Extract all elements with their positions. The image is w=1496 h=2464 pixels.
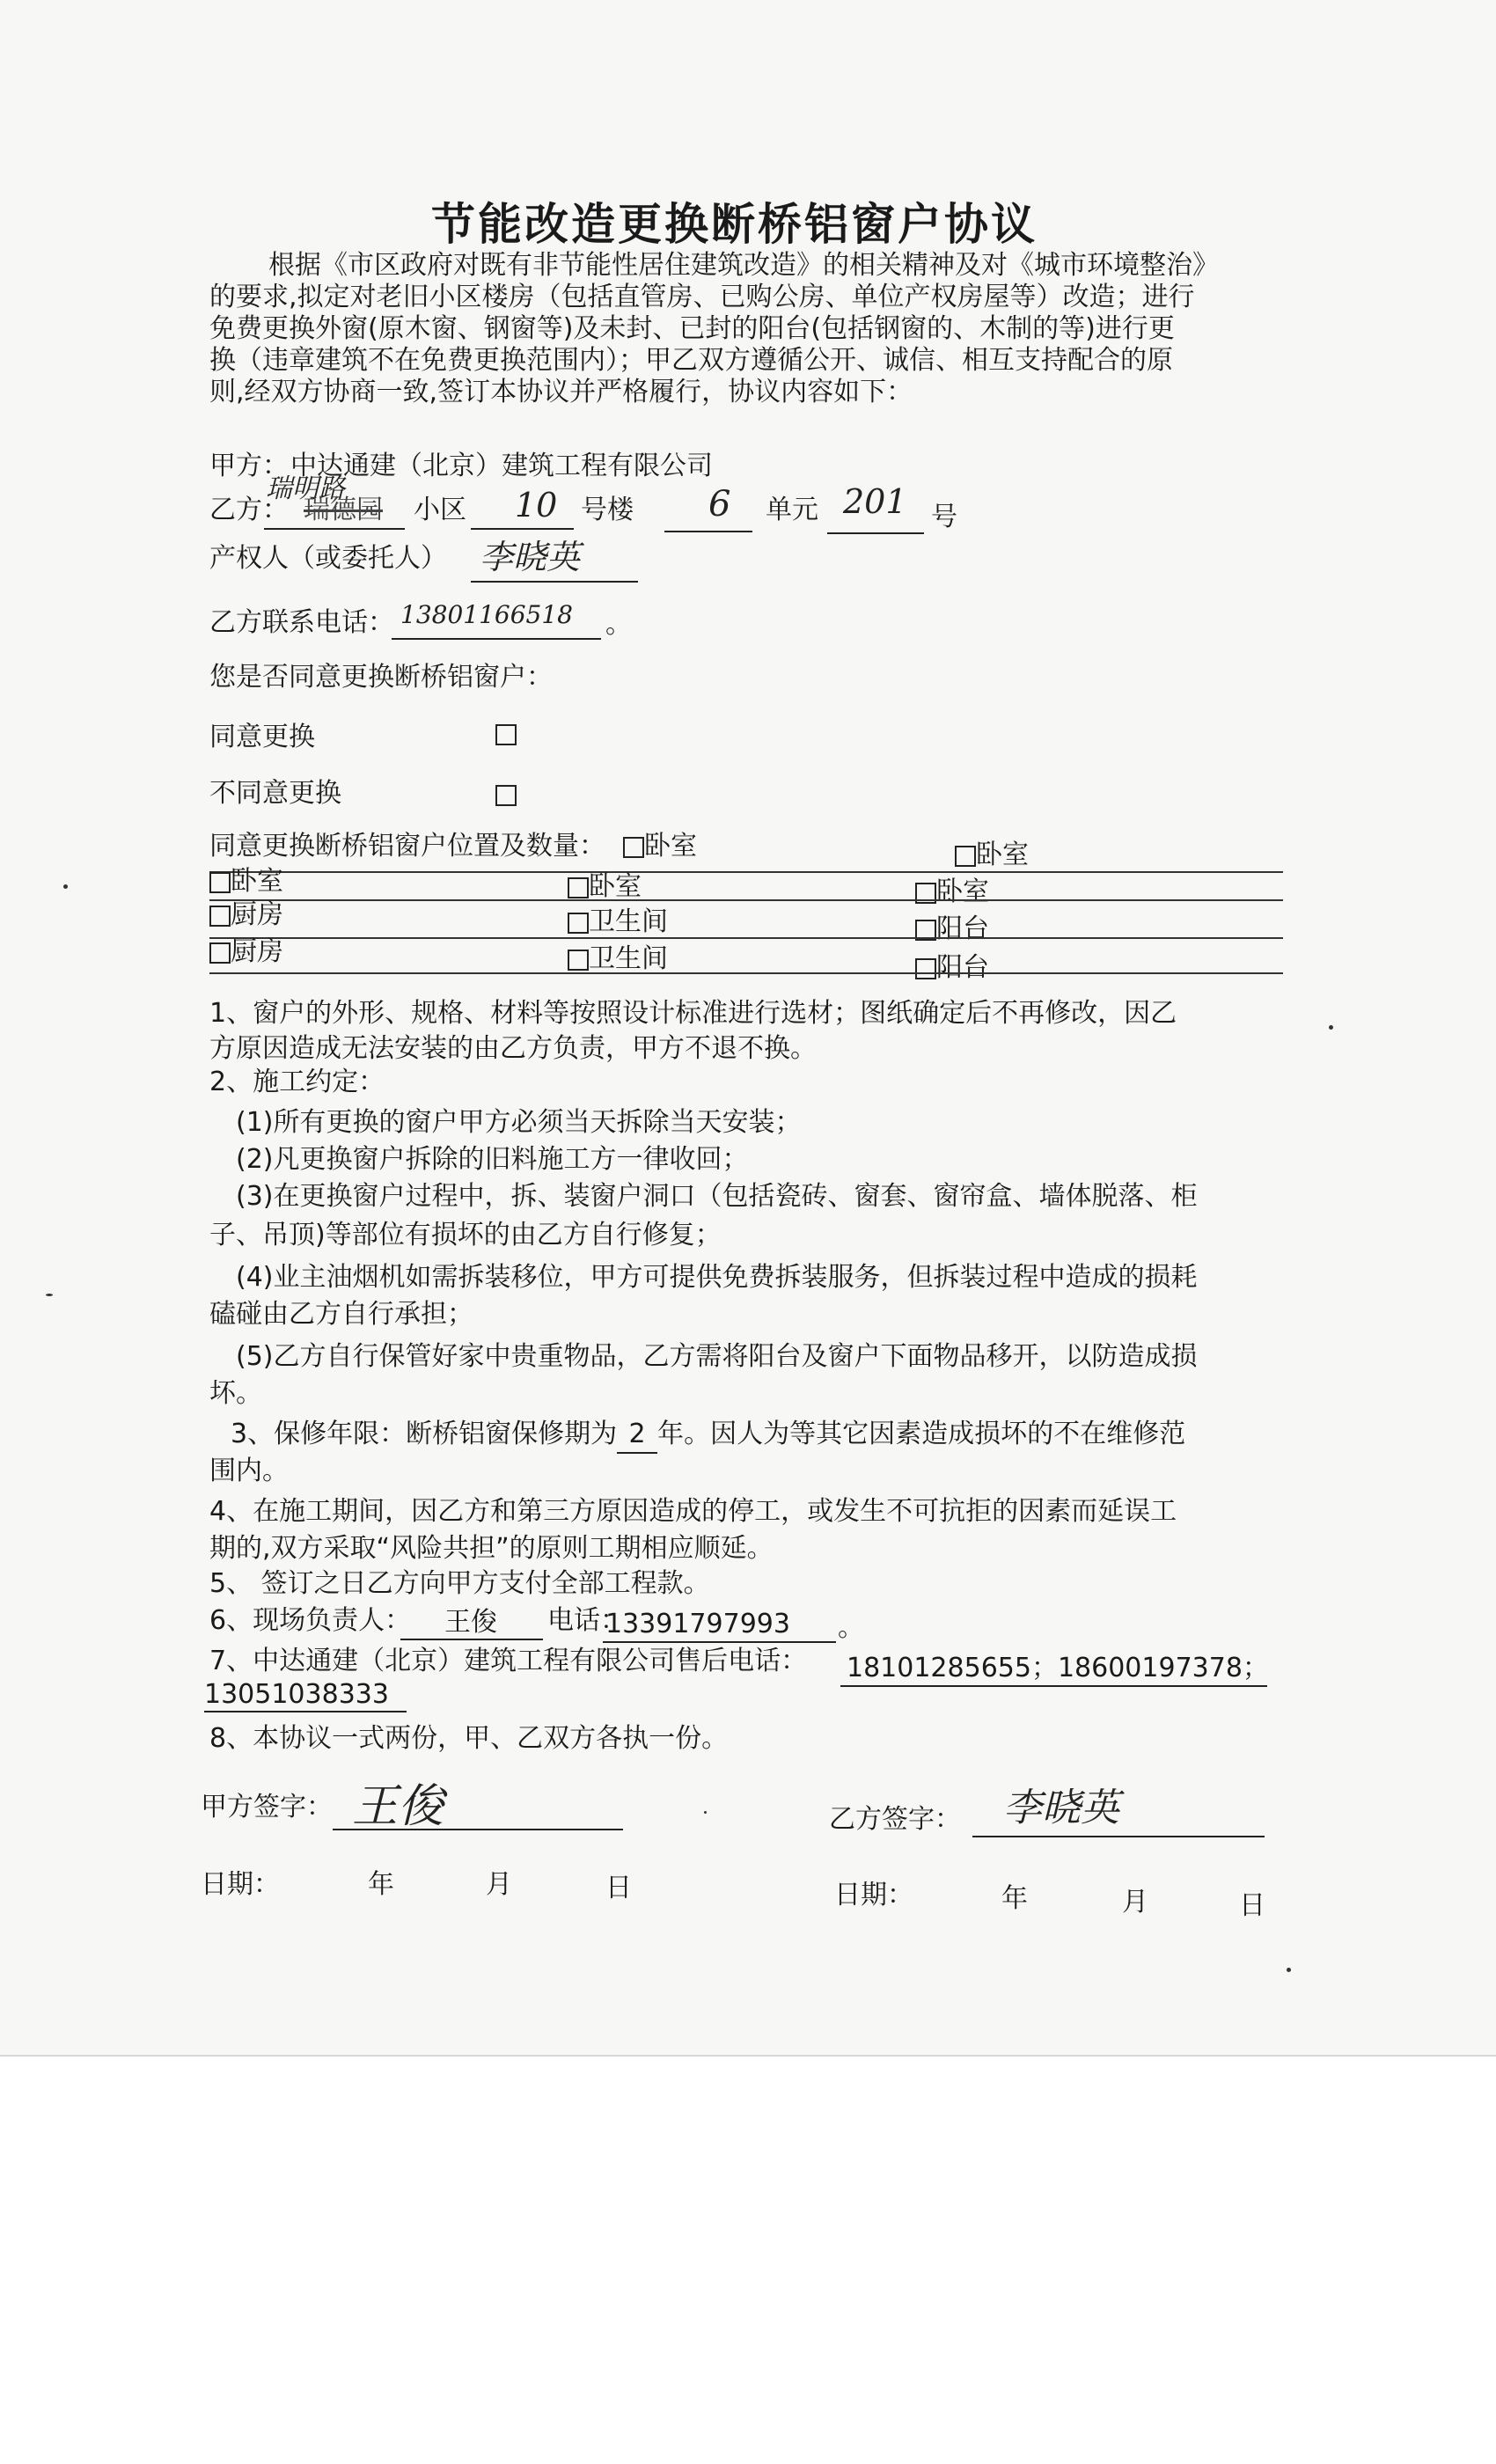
clause-2-4-cont: 磕碰由乙方自行承担； (209, 1299, 473, 1330)
party-b-signature-label: 乙方签字： (829, 1804, 961, 1835)
clause-8: 8、本协议一式两份，甲、乙双方各执一份。 (209, 1723, 729, 1754)
clause-2-4: (4)业主油烟机如需拆装移位，甲方可提供免费拆装服务，但拆装过程中造成的损耗 (236, 1262, 1198, 1293)
position-item: 厨房 (209, 898, 283, 933)
party-b-day: 日 (1239, 1890, 1265, 1921)
intro-line: 换（违章建筑不在免费更换范围内）；甲乙双方遵循公开、诚信、相互支持配合的原 (209, 345, 1173, 376)
party-a-name: 中达通建（北京）建筑工程有限公司 (290, 451, 713, 481)
community-label: 小区 (414, 495, 466, 525)
clause-5: 5、 签订之日乙方向甲方支付全部工程款。 (209, 1568, 710, 1599)
after-sales-phones: 18101285655；18600197378； (847, 1653, 1269, 1683)
scan-speck (46, 1294, 53, 1296)
party-b-signature: 李晓英 (1003, 1786, 1119, 1830)
position-item: 卫生间 (568, 905, 668, 940)
struck-community: 瑞德园 (304, 495, 383, 525)
position-item: 阳台 (915, 912, 989, 947)
scan-speck (1287, 1968, 1291, 1972)
party-a-date-label: 日期： (201, 1869, 280, 1900)
intro-line: 则,经双方协商一致,签订本协议并严格履行，协议内容如下： (209, 377, 913, 407)
clause-2: 2、施工约定： (209, 1067, 385, 1097)
clause-7-label: 7、中达通建（北京）建筑工程有限公司售后电话： (209, 1646, 808, 1676)
party-b-label: 乙方： (209, 495, 289, 525)
phone-value: 13801166518 (400, 600, 573, 629)
position-item: 卧室 (209, 864, 283, 899)
question-text: 您是否同意更换断桥铝窗户： (209, 662, 553, 693)
handwritten-street: 瑞明路 (266, 473, 345, 504)
party-a-day: 日 (605, 1873, 632, 1903)
clause-2-1: (1)所有更换的窗户甲方必须当天拆除当天安装； (236, 1107, 802, 1138)
position-item: 卧室 (623, 829, 697, 864)
option-agree-checkbox[interactable] (495, 724, 517, 745)
position-item: 厨房 (209, 935, 283, 970)
clause-2-3: (3)在更换窗户过程中，拆、装窗户洞口（包括瓷砖、窗套、窗帘盒、墙体脱落、柜 (236, 1181, 1198, 1212)
building-number: 10 (515, 486, 558, 524)
unit-label: 单元 (766, 495, 818, 525)
clause-6-label: 6、现场负责人： (209, 1605, 412, 1636)
party-a-signature: 王俊 (352, 1780, 444, 1833)
party-a-signature-label: 甲方签字： (201, 1792, 333, 1822)
party-b-date-label: 日期： (834, 1880, 913, 1910)
party-a-label: 甲方： (209, 451, 289, 481)
phone-end: 。 (605, 609, 632, 640)
document-title: 节能改造更换断桥铝窗户协议 (431, 199, 1038, 250)
party-a-year: 年 (368, 1869, 394, 1900)
option-disagree-checkbox[interactable] (495, 785, 517, 806)
position-item: 卧室 (568, 869, 642, 905)
room-label: 号 (931, 502, 957, 532)
position-item: 阳台 (915, 950, 989, 986)
party-a-month: 月 (486, 1869, 512, 1900)
owner-signature: 李晓英 (480, 538, 581, 576)
clause-1-cont: 方原因造成无法安装的由乙方负责，甲方不退不换。 (209, 1033, 817, 1064)
scan-speck (704, 1811, 707, 1814)
site-manager-phone: 13391797993 (605, 1609, 790, 1639)
clause-2-3-cont: 子、吊顶)等部位有损坏的由乙方自行修复； (209, 1220, 722, 1250)
party-b-month: 月 (1122, 1887, 1148, 1918)
party-b-year: 年 (1001, 1883, 1028, 1914)
clause-6-end: 。 (838, 1612, 864, 1643)
warranty-years: 2 (617, 1417, 657, 1454)
clause-2-5-cont: 坏。 (209, 1378, 262, 1409)
clause-4-cont: 期的,双方采取“风险共担”的原则工期相应顺延。 (209, 1533, 774, 1564)
clause-2-5: (5)乙方自行保管好家中贵重物品，乙方需将阳台及窗户下面物品移开，以防造成损 (236, 1341, 1198, 1372)
clause-3: 3、保修年限：断桥铝窗保修期为 2 年。因人为等其它因素造成损坏的不在维修范 (231, 1417, 1185, 1454)
clause-4: 4、在施工期间，因乙方和第三方原因造成的停工，或发生不可抗拒的因素而延误工 (209, 1496, 1177, 1527)
unit-number: 6 (708, 484, 731, 524)
clause-6-phone-label: 电话： (547, 1605, 627, 1636)
clause-2-2: (2)凡更换窗户拆除的旧料施工方一律收回； (236, 1144, 749, 1175)
intro-line: 免费更换外窗(原木窗、钢窗等)及未封、已封的阳台(包括钢窗的、木制的等)进行更 (209, 313, 1175, 344)
clause-1: 1、窗户的外形、规格、材料等按照设计标准进行选材；图纸确定后不再修改，因乙 (209, 998, 1177, 1029)
position-item: 卧室 (955, 838, 1029, 873)
room-number: 201 (843, 482, 907, 521)
positions-label: 同意更换断桥铝窗户位置及数量： (209, 831, 605, 862)
building-label: 号楼 (581, 495, 634, 525)
option-agree-label: 同意更换 (209, 722, 315, 752)
scan-speck (63, 884, 68, 889)
site-manager-name: 王俊 (444, 1607, 497, 1638)
position-item: 卧室 (915, 875, 989, 910)
clause-3-cont: 围内。 (209, 1456, 289, 1486)
intro-line: 根据《市区政府对既有非节能性居住建筑改造》的相关精神及对《城市环境整治》 (268, 250, 1219, 281)
intro-line: 的要求,拟定对老旧小区楼房（包括直管房、已购公房、单位产权房屋等）改造；进行 (209, 282, 1195, 312)
scan-speck (1329, 1025, 1333, 1030)
phone-label: 乙方联系电话： (209, 607, 394, 638)
owner-label: 产权人（或委托人） (209, 543, 447, 574)
option-disagree-label: 不同意更换 (209, 778, 341, 809)
after-sales-phone-3: 13051038333 (204, 1679, 389, 1710)
position-item: 卫生间 (568, 942, 668, 977)
